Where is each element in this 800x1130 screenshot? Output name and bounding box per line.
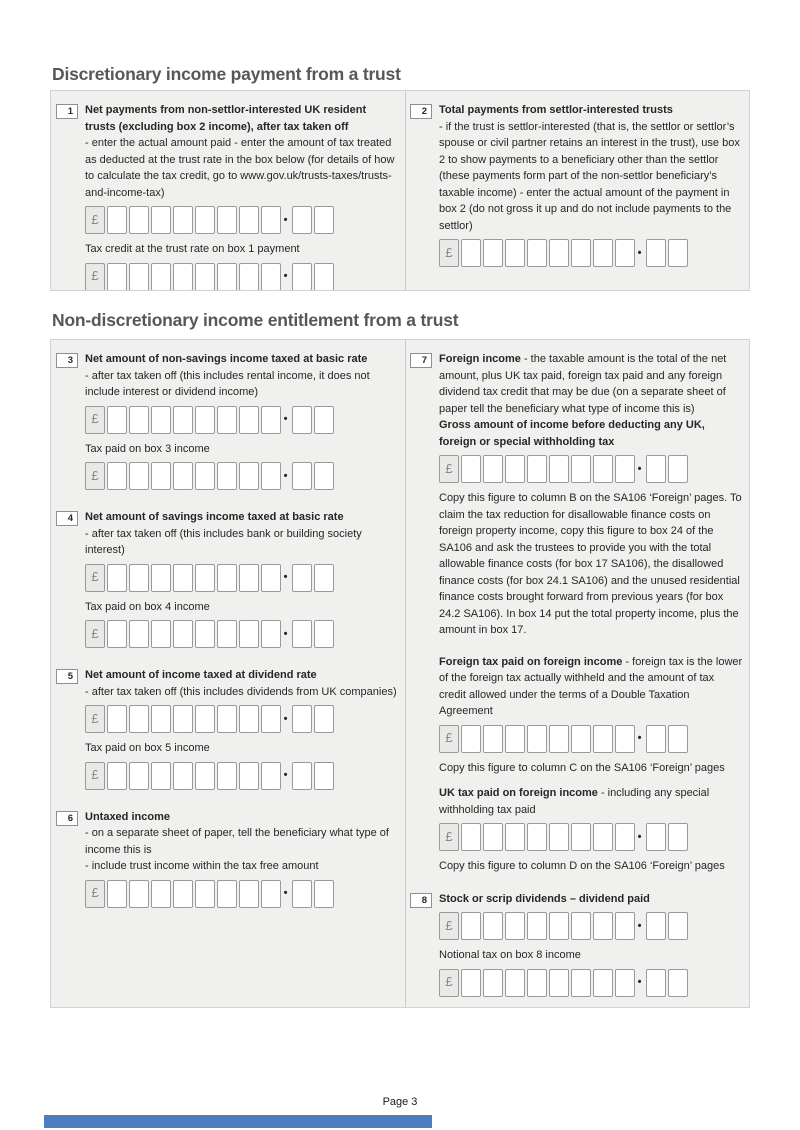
amount-digit-cell[interactable] (173, 206, 193, 234)
amount-digit-cell[interactable] (261, 705, 281, 733)
amount-digit-cell[interactable] (129, 206, 149, 234)
amount-digit-cell[interactable] (483, 455, 503, 483)
amount-digit-cell[interactable] (593, 455, 613, 483)
amount-digit-cell[interactable] (151, 263, 171, 291)
column-right (405, 340, 749, 1007)
pence-digit-cell[interactable] (314, 705, 334, 733)
pound-sign: £ (439, 725, 459, 753)
pound-sign: £ (85, 263, 105, 291)
amount-digit-cell[interactable] (173, 263, 193, 291)
amount-digit-cell[interactable] (549, 823, 569, 851)
box-7-uk-tax-amount-input (439, 823, 743, 851)
box-8-notional-tax-label: Notional tax on box 8 income (439, 949, 581, 961)
pence-digit-cell[interactable] (668, 725, 688, 753)
form-box-1 (56, 102, 399, 291)
amount-digit-cell[interactable] (549, 455, 569, 483)
amount-digit-cell[interactable] (107, 620, 127, 648)
amount-digit-cell[interactable] (129, 406, 149, 434)
amount-digit-cell[interactable] (151, 705, 171, 733)
box-2-amount-input (439, 239, 743, 267)
box-3-help-text: - after tax taken off (this includes rental income, it does not include interest or dividend income) (85, 369, 370, 398)
box-3-tax-paid-amount-input (85, 462, 399, 490)
amount-digit-cell[interactable] (615, 912, 635, 940)
pence-digit-cell[interactable] (314, 406, 334, 434)
amount-digit-cell[interactable] (217, 564, 237, 592)
amount-digit-cell[interactable] (571, 912, 591, 940)
amount-digit-cell[interactable] (615, 455, 635, 483)
pence-digit-cell[interactable] (314, 620, 334, 648)
pence-digit-cell[interactable] (292, 564, 312, 592)
box-number-5: 5 (56, 669, 78, 684)
amount-digit-cell[interactable] (549, 725, 569, 753)
amount-digit-cell[interactable] (261, 880, 281, 908)
form-box-3 (56, 351, 399, 497)
amount-digit-cell[interactable] (173, 705, 193, 733)
pence-digit-cell[interactable] (292, 705, 312, 733)
box-1-tax-credit-amount-input (85, 263, 399, 291)
amount-digit-cell[interactable] (239, 620, 259, 648)
amount-digit-cell[interactable] (461, 912, 481, 940)
pound-sign: £ (439, 969, 459, 997)
pence-digit-cell[interactable] (314, 462, 334, 490)
page-number: Page 3 (382, 1096, 418, 1108)
pound-sign: £ (85, 406, 105, 434)
decimal-point: • (283, 469, 288, 482)
box-6-label: Untaxed income (85, 810, 170, 823)
pence-digit-cell[interactable] (646, 912, 666, 940)
amount-digit-cell[interactable] (195, 564, 215, 592)
decimal-point: • (283, 769, 288, 782)
form-box-4 (56, 509, 399, 655)
amount-digit-cell[interactable] (239, 564, 259, 592)
amount-digit-cell[interactable] (239, 880, 259, 908)
form-box-8 (410, 891, 743, 1004)
amount-digit-cell[interactable] (483, 969, 503, 997)
amount-digit-cell[interactable] (107, 880, 127, 908)
amount-digit-cell[interactable] (461, 969, 481, 997)
amount-digit-cell[interactable] (483, 823, 503, 851)
amount-digit-cell[interactable] (151, 462, 171, 490)
decimal-point: • (283, 627, 288, 640)
amount-digit-cell[interactable] (615, 725, 635, 753)
pence-digit-cell[interactable] (292, 462, 312, 490)
amount-digit-cell[interactable] (261, 263, 281, 291)
amount-digit-cell[interactable] (107, 762, 127, 790)
decimal-point: • (637, 919, 642, 932)
box-7-uk-tax-label: UK tax paid on foreign income - including any special withholding tax paid (439, 787, 710, 816)
amount-digit-cell[interactable] (261, 462, 281, 490)
decimal-point: • (637, 976, 642, 989)
box-7-copy-column-b-note: Copy this figure to column B on the SA106 ‘Foreign’ pages. To claim the tax reduction for disallowable finance costs on foreign property income, copy this figure to box 24 of the SA106 and ask the trustees to provide you with the total allowable finance costs (for box 17 SA106), the disallowed finance costs (for box 24.1 SA106) and the unused residential finance costs brought forward from previous years (for box 24.2 SA106). In box 14 put the total property income, plus the amount in box 17. (439, 492, 742, 636)
decimal-point: • (283, 712, 288, 725)
amount-digit-cell[interactable] (173, 620, 193, 648)
pence-digit-cell[interactable] (292, 406, 312, 434)
amount-digit-cell[interactable] (261, 620, 281, 648)
amount-digit-cell[interactable] (129, 564, 149, 592)
form-box-5 (56, 667, 399, 797)
amount-digit-cell[interactable] (571, 455, 591, 483)
pence-digit-cell[interactable] (668, 239, 688, 267)
amount-digit-cell[interactable] (107, 564, 127, 592)
box-7-label: Foreign income - the taxable amount is the total of the net amount, plus UK tax paid, foreign tax paid and any foreign dividend tax credit that may be due (on a separate sheet of paper tell the beneficiary what type of income this is) (439, 353, 727, 415)
pence-digit-cell[interactable] (292, 263, 312, 291)
amount-digit-cell[interactable] (151, 880, 171, 908)
box-6-amount-input (85, 880, 399, 908)
amount-digit-cell[interactable] (571, 969, 591, 997)
amount-digit-cell[interactable] (107, 263, 127, 291)
box-3-amount-input (85, 406, 399, 434)
pence-digit-cell[interactable] (292, 620, 312, 648)
box-number-7: 7 (410, 353, 432, 368)
amount-digit-cell[interactable] (239, 263, 259, 291)
column-left (51, 340, 405, 1007)
amount-digit-cell[interactable] (571, 239, 591, 267)
form-box-7 (410, 351, 743, 1004)
amount-digit-cell[interactable] (527, 823, 547, 851)
box-5-label: Net amount of income taxed at dividend rate (85, 669, 317, 681)
amount-digit-cell[interactable] (107, 462, 127, 490)
amount-digit-cell[interactable] (483, 912, 503, 940)
column-left (51, 91, 405, 290)
pound-sign: £ (85, 705, 105, 733)
amount-digit-cell[interactable] (151, 620, 171, 648)
box-number-8: 8 (410, 893, 432, 908)
box-number-6: 6 (56, 811, 78, 826)
amount-digit-cell[interactable] (173, 880, 193, 908)
decimal-point: • (283, 413, 288, 426)
pence-digit-cell[interactable] (646, 823, 666, 851)
box-3-label: Net amount of non-savings income taxed at basic rate (85, 353, 368, 365)
amount-digit-cell[interactable] (129, 263, 149, 291)
amount-digit-cell[interactable] (549, 969, 569, 997)
amount-digit-cell[interactable] (239, 462, 259, 490)
pound-sign: £ (85, 762, 105, 790)
box-number-4: 4 (56, 511, 78, 526)
box-4-label: Net amount of savings income taxed at basic rate (85, 511, 344, 523)
decimal-point: • (283, 270, 288, 283)
form-box-6 (56, 809, 399, 915)
amount-digit-cell[interactable] (129, 705, 149, 733)
amount-digit-cell[interactable] (593, 239, 613, 267)
box-7-foreign-tax-amount-input (439, 725, 743, 753)
decimal-point: • (637, 830, 642, 843)
amount-digit-cell[interactable] (505, 969, 525, 997)
pence-digit-cell[interactable] (668, 455, 688, 483)
amount-digit-cell[interactable] (217, 880, 237, 908)
pence-digit-cell[interactable] (668, 969, 688, 997)
decimal-point: • (637, 462, 642, 475)
amount-digit-cell[interactable] (173, 462, 193, 490)
amount-digit-cell[interactable] (217, 762, 237, 790)
pence-digit-cell[interactable] (292, 762, 312, 790)
box-4-tax-paid-amount-input (85, 620, 399, 648)
amount-digit-cell[interactable] (505, 725, 525, 753)
amount-digit-cell[interactable] (129, 462, 149, 490)
amount-digit-cell[interactable] (129, 880, 149, 908)
section-title-discretionary: Discretionary income payment from a trust (52, 64, 401, 84)
amount-digit-cell[interactable] (107, 406, 127, 434)
amount-digit-cell[interactable] (261, 762, 281, 790)
amount-digit-cell[interactable] (615, 969, 635, 997)
amount-digit-cell[interactable] (217, 705, 237, 733)
box-number-3: 3 (56, 353, 78, 368)
amount-digit-cell[interactable] (195, 620, 215, 648)
amount-digit-cell[interactable] (593, 912, 613, 940)
pence-digit-cell[interactable] (646, 239, 666, 267)
amount-digit-cell[interactable] (173, 406, 193, 434)
amount-digit-cell[interactable] (615, 823, 635, 851)
form-box-2 (410, 102, 743, 274)
amount-digit-cell[interactable] (107, 705, 127, 733)
amount-digit-cell[interactable] (195, 263, 215, 291)
amount-digit-cell[interactable] (151, 206, 171, 234)
box-3-tax-paid-label: Tax paid on box 3 income (85, 442, 210, 455)
amount-digit-cell[interactable] (217, 263, 237, 291)
pound-sign: £ (85, 462, 105, 490)
amount-digit-cell[interactable] (505, 823, 525, 851)
box-7-copy-column-c-note: Copy this figure to column C on the SA106 ‘Foreign’ pages (439, 761, 725, 774)
pound-sign: £ (439, 455, 459, 483)
box-5-amount-input (85, 705, 399, 733)
amount-digit-cell[interactable] (549, 912, 569, 940)
box-5-help-text: - after tax taken off (this includes dividends from UK companies) (85, 685, 397, 698)
amount-digit-cell[interactable] (239, 406, 259, 434)
amount-digit-cell[interactable] (527, 455, 547, 483)
amount-digit-cell[interactable] (615, 239, 635, 267)
box-7-copy-column-d-note: Copy this figure to column D on the SA106 ‘Foreign’ pages (439, 860, 725, 872)
box-4-help-text: - after tax taken off (this includes bank or building society interest) (85, 527, 362, 556)
box-4-amount-input (85, 564, 399, 592)
amount-digit-cell[interactable] (549, 239, 569, 267)
decimal-point: • (283, 571, 288, 584)
box-8-amount-input (439, 912, 743, 940)
box-2-help-text: - if the trust is settlor-interested (that is, the settlor or settlor’s spouse or civil partner retains an interest in the trust), use box 2 to show payments to a beneficiary other than the settlor (these payments form part of the non-settlor beneficiary’s taxable income) - enter the actual amount of the payment in box 2 (do not gross it up and do not include payments to the settlor) (439, 120, 740, 232)
box-2-label: Total payments from settlor-interested trusts (439, 104, 673, 116)
amount-digit-cell[interactable] (195, 406, 215, 434)
amount-digit-cell[interactable] (593, 969, 613, 997)
box-6-help-line-2: - include trust income within the tax free amount (85, 860, 319, 872)
amount-digit-cell[interactable] (239, 762, 259, 790)
amount-digit-cell[interactable] (505, 239, 525, 267)
amount-digit-cell[interactable] (483, 239, 503, 267)
box-1-help-text: - enter the actual amount paid - enter the amount of tax treated as deducted at the trust rate in the box below (for details of how to calculate the tax credit, go to www.gov.uk/trusts-taxes/trusts-and-income-tax) (85, 137, 395, 199)
amount-digit-cell[interactable] (571, 725, 591, 753)
pence-digit-cell[interactable] (292, 880, 312, 908)
box-7-foreign-tax-label: Foreign tax paid on foreign income - foreign tax is the lower of the foreign tax actually withheld and the amount of tax credit allowed under the terms of a Double Taxation Agreement (439, 655, 743, 717)
amount-digit-cell[interactable] (217, 206, 237, 234)
amount-digit-cell[interactable] (593, 823, 613, 851)
amount-digit-cell[interactable] (217, 406, 237, 434)
amount-digit-cell[interactable] (571, 823, 591, 851)
box-number-2: 2 (410, 104, 432, 119)
amount-digit-cell[interactable] (195, 880, 215, 908)
amount-digit-cell[interactable] (461, 455, 481, 483)
pence-digit-cell[interactable] (314, 762, 334, 790)
panel-discretionary (50, 90, 750, 291)
box-number-1: 1 (56, 104, 78, 119)
pound-sign: £ (439, 823, 459, 851)
footer-accent-bar (44, 1115, 432, 1128)
section-title-non-discretionary: Non-discretionary income entitlement from a trust (52, 310, 459, 330)
decimal-point: • (283, 213, 288, 226)
amount-digit-cell[interactable] (527, 239, 547, 267)
decimal-point: • (637, 246, 642, 259)
decimal-point: • (637, 732, 642, 745)
amount-digit-cell[interactable] (261, 206, 281, 234)
amount-digit-cell[interactable] (129, 762, 149, 790)
pence-digit-cell[interactable] (646, 455, 666, 483)
box-5-tax-paid-amount-input (85, 762, 399, 790)
amount-digit-cell[interactable] (195, 762, 215, 790)
amount-digit-cell[interactable] (151, 564, 171, 592)
amount-digit-cell[interactable] (173, 564, 193, 592)
amount-digit-cell[interactable] (173, 762, 193, 790)
box-5-tax-paid-label: Tax paid on box 5 income (85, 742, 210, 754)
amount-digit-cell[interactable] (217, 462, 237, 490)
amount-digit-cell[interactable] (151, 406, 171, 434)
amount-digit-cell[interactable] (461, 239, 481, 267)
pence-digit-cell[interactable] (314, 564, 334, 592)
pence-digit-cell[interactable] (314, 206, 334, 234)
amount-digit-cell[interactable] (505, 455, 525, 483)
box-1-amount-input (85, 206, 399, 234)
amount-digit-cell[interactable] (107, 206, 127, 234)
amount-digit-cell[interactable] (217, 620, 237, 648)
pound-sign: £ (85, 620, 105, 648)
amount-digit-cell[interactable] (461, 725, 481, 753)
pound-sign: £ (439, 239, 459, 267)
box-7-gross-amount-input (439, 455, 743, 483)
amount-digit-cell[interactable] (461, 823, 481, 851)
box-4-tax-paid-label: Tax paid on box 4 income (85, 600, 210, 613)
amount-digit-cell[interactable] (527, 912, 547, 940)
amount-digit-cell[interactable] (261, 564, 281, 592)
amount-digit-cell[interactable] (527, 725, 547, 753)
pence-digit-cell[interactable] (292, 206, 312, 234)
amount-digit-cell[interactable] (239, 206, 259, 234)
pound-sign: £ (85, 880, 105, 908)
amount-digit-cell[interactable] (593, 725, 613, 753)
pence-digit-cell[interactable] (646, 725, 666, 753)
amount-digit-cell[interactable] (195, 206, 215, 234)
box-6-help-line-1: - on a separate sheet of paper, tell the beneficiary what type of income this is (85, 827, 389, 856)
pence-digit-cell[interactable] (314, 880, 334, 908)
amount-digit-cell[interactable] (195, 705, 215, 733)
pound-sign: £ (439, 912, 459, 940)
amount-digit-cell[interactable] (527, 969, 547, 997)
amount-digit-cell[interactable] (483, 725, 503, 753)
amount-digit-cell[interactable] (195, 462, 215, 490)
amount-digit-cell[interactable] (261, 406, 281, 434)
box-1-label: Net payments from non-settlor-interested UK resident trusts (excluding box 2 income), after tax taken off (85, 104, 367, 133)
box-1-tax-credit-label: Tax credit at the trust rate on box 1 payment (85, 243, 300, 255)
decimal-point: • (283, 887, 288, 900)
pence-digit-cell[interactable] (646, 969, 666, 997)
box-8-label: Stock or scrip dividends – dividend paid (439, 892, 650, 905)
amount-digit-cell[interactable] (239, 705, 259, 733)
panel-non-discretionary (50, 339, 750, 1008)
pence-digit-cell[interactable] (668, 823, 688, 851)
column-right (405, 91, 749, 290)
amount-digit-cell[interactable] (151, 762, 171, 790)
pence-digit-cell[interactable] (668, 912, 688, 940)
amount-digit-cell[interactable] (129, 620, 149, 648)
pence-digit-cell[interactable] (314, 263, 334, 291)
pound-sign: £ (85, 206, 105, 234)
pound-sign: £ (85, 564, 105, 592)
amount-digit-cell[interactable] (505, 912, 525, 940)
box-7-gross-amount-label: Gross amount of income before deducting any UK, foreign or special withholding tax (439, 419, 705, 448)
box-8-notional-tax-amount-input (439, 969, 743, 997)
